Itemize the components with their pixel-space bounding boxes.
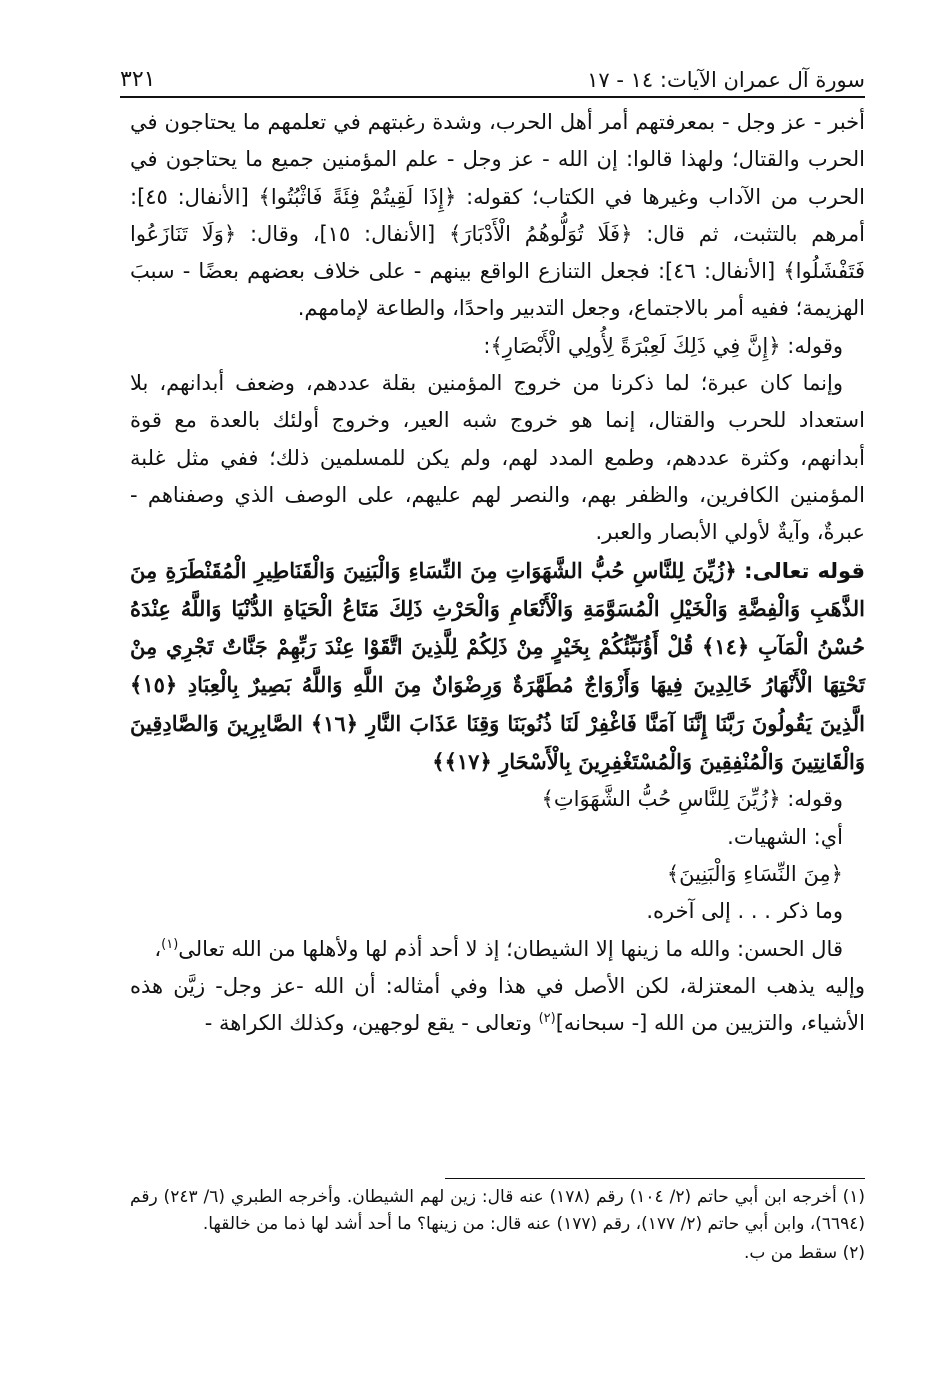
paragraph-7: وما ذكر . . . إلى آخره. — [646, 899, 843, 924]
main-text — [130, 104, 865, 1042]
paragraph-3: وإنما كان عبرة؛ لما ذكرنا من خروج المؤمنين بقلة عددهم، وضعف أبدانهم، بلا استعداد للحرب والقتال، إنما هو خروج شبه العير، وخروج أولئك بالعدة مع قوة أبدانهم، وكثرة عددهم، وطمع المدد لهم، ولم يكن للمسلمين ذلك؛ ففي مثل غلبة المؤمنين الكافرين، والظفر بهم، والنصر لهم عليهم، على الوصف الذي وصفناهم - عبرةٌ، وآيةٌ لأولي الأبصار والعبر. — [130, 371, 865, 545]
footnote-1: (١) أخرجه ابن أبي حاتم (٢/ ١٠٤) رقم (١٧٨) عنه قال: زين لهم الشيطان. وأخرجه الطبري (٦/ ٢٤٣) رقم (٦٦٩٤)، وابن أبي حاتم (٢/ ١٧٧)، رقم (١٧٧) عنه قال: من زينها؟ ما أحد أشد لها ذما من خالقها. — [130, 1187, 865, 1234]
page-header — [120, 52, 865, 98]
footnote-ref-1: (١) — [161, 936, 179, 952]
paragraph-2: وقوله: ﴿إِنَّ فِي ذَلِكَ لَعِبْرَةً لِأُولِي الْأَبْصَارِ﴾: — [483, 333, 843, 358]
paragraph-4: وقوله: ﴿زُيِّنَ لِلنَّاسِ حُبُّ الشَّهَوَاتِ﴾ — [541, 787, 843, 812]
verse-block — [130, 552, 865, 782]
footnotes — [130, 1184, 865, 1269]
paragraph-9-end: وتعالى - يقع لوجهين، وكذلك الكراهة - — [204, 1011, 539, 1036]
paragraph-9 — [130, 968, 865, 1043]
paragraph-8-end: ، — [154, 936, 162, 961]
paragraph-1: أخبر - عز وجل - بمعرفتهم أمر أهل الحرب، وشدة رغبتهم في تعلمهم ما يحتاجون في الحرب والقتال؛ ولهذا قالوا: إن الله - عز وجل - علم المؤمنين جميع ما يحتاجون في الحرب من الآداب وغيرها في الكتاب؛ كقوله: ﴿إِذَا لَقِيتُمْ فِئَةً فَاثْبُتُوا﴾ [الأنفال: ٤٥]: أمرهم بالتثبت، ثم قال: ﴿فَلَا تُوَلُّوهُمُ الْأَدْبَارَ﴾ [الأنفال: ١٥]، وقال: ﴿وَلَا تَنَازَعُوا فَتَفْشَلُوا﴾ [الأنفال: ٤٦]: فجعل التنازع الواقع بينهم - على خلاف بعضهم بعضًا - سببَ الهزيمة؛ ففيه أمر بالاجتماع، وجعل التدبير واحدًا، والطاعة لإمامهم. — [130, 110, 865, 321]
footnote-2: (٢) سقط من ب. — [743, 1243, 865, 1263]
footnote-divider — [445, 1178, 865, 1179]
footnote-ref-2: (٢) — [538, 1011, 556, 1027]
paragraph-8-text: قال الحسن: والله ما زينها إلا الشيطان؛ إذ لا أحد أذم لها ولأهلها من الله تعالى — [178, 936, 843, 961]
verse-label: قوله تعالى: — [744, 558, 865, 583]
paragraph-6: ﴿مِنَ النِّسَاءِ وَالْبَنِينَ﴾ — [666, 861, 843, 886]
paragraph-8 — [130, 931, 865, 968]
verse-text: ﴿زُيِّنَ لِلنَّاسِ حُبُّ الشَّهَوَاتِ مِنَ النِّسَاءِ وَالْبَنِينَ وَالْقَنَاطِيرِ الْمُقَنْطَرَةِ مِنَ الذَّهَبِ وَالْفِضَّةِ وَالْخَيْلِ الْمُسَوَّمَةِ وَالْأَنْعَامِ وَالْحَرْثِ ذَلِكَ مَتَاعُ الْحَيَاةِ الدُّنْيَا وَاللَّهُ عِنْدَهُ حُسْنُ الْمَآبِ ﴿١٤﴾ قُلْ أَؤُنَبِّئُكُمْ بِخَيْرٍ مِنْ ذَلِكُمْ لِلَّذِينَ اتَّقَوْا عِنْدَ رَبِّهِمْ جَنَّاتٌ تَجْرِي مِنْ تَحْتِهَا الْأَنْهَارُ خَالِدِينَ فِيهَا وَأَزْوَاجٌ مُطَهَّرَةٌ وَرِضْوَانٌ مِنَ اللَّهِ وَاللَّهُ بَصِيرٌ بِالْعِبَادِ ﴿١٥﴾ الَّذِينَ يَقُولُونَ رَبَّنَا إِنَّنَا آمَنَّا فَاغْفِرْ لَنَا ذُنُوبَنَا وَقِنَا عَذَابَ النَّارِ ﴿١٦﴾ الصَّابِرِينَ وَالصَّادِقِينَ وَالْقَانِتِينَ وَالْمُنْفِقِينَ وَالْمُسْتَغْفِرِينَ بِالْأَسْحَارِ ﴿١٧﴾﴾ — [130, 557, 865, 775]
running-title: سورة آل عمران الآيات: ١٤ - ١٧ — [587, 68, 865, 92]
paragraph-5: أي: الشهيات. — [727, 824, 843, 849]
paragraph-9-text: وإليه يذهب المعتزلة، لكن الأصل في هذا وفي أمثاله: أن الله -عز وجل- زيَّن هذه الأشياء، والتزيين من الله [- سبحانه] — [130, 973, 865, 1036]
page-number: ٣٢١ — [120, 67, 156, 92]
